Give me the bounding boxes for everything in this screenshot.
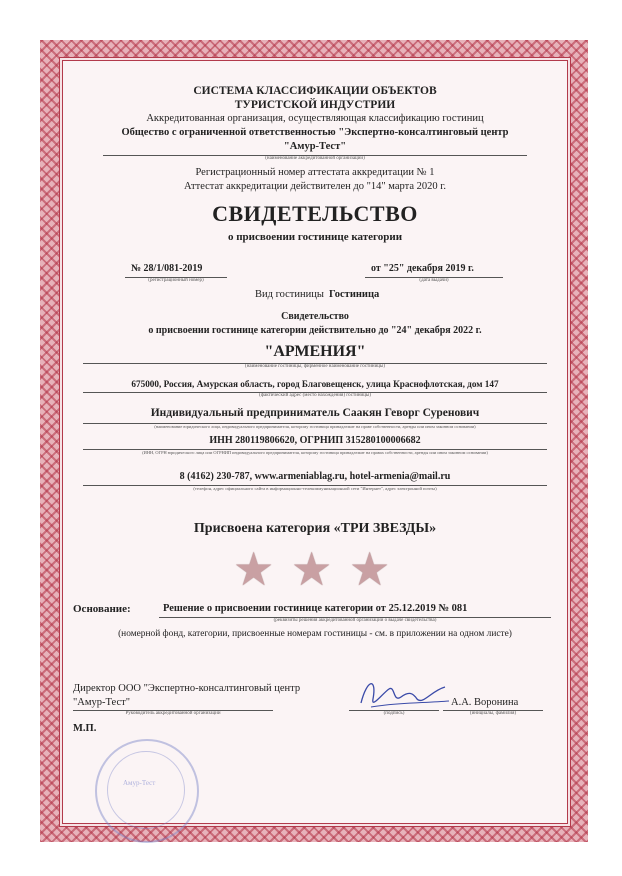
header-org-name: Общество с ограниченной ответственностью "Экспертно-консалтинговый центр (121, 127, 509, 138)
valid-line: Аттестат аккредитации действителен до "14" марта 2020 г. (183, 181, 447, 192)
basis-caption: (реквизиты решения аккредитованной организации о выдаче свидетельства) (273, 618, 437, 623)
header-line-2: ТУРИСТСКОЙ ИНДУСТРИИ (234, 99, 396, 111)
basis-note: (номерной фонд, категории, присвоенные номерам гостиницы - см. в приложении на одном листе) (118, 629, 512, 639)
issue-date: от "25" декабря 2019 г. (371, 263, 474, 274)
signer-name: А.А. Воронина (451, 697, 519, 708)
owner-contacts: 8 (4162) 230-787, www.armeniablag.ru, hotel-armenia@mail.ru (179, 471, 451, 482)
owner-name-caption: (наименование юридического лица, индивидуального предпринимателя, которому гостиница принадлежит на праве собственности, аренды или ином законном основании) (154, 424, 476, 429)
owner-ids: ИНН 280119806620, ОГРНИП 315280100006682 (209, 435, 421, 446)
header-caption: (наименование аккредитованной организации) (265, 156, 365, 161)
sign-caption: (подпись) (383, 711, 405, 716)
registration-number-caption: (регистрационный номер) (148, 278, 204, 283)
basis-value: Решение о присвоении гостинице категории от 25.12.2019 № 081 (163, 603, 468, 614)
stamp-text: Амур-Тест (123, 779, 156, 787)
hotel-type-value: Гостиница (329, 289, 380, 300)
hotel-name: "АРМЕНИЯ" (264, 343, 366, 360)
star-icon: ★ (233, 544, 275, 595)
director-title-2: "Амур-Тест" (73, 697, 130, 708)
registration-number: № 28/1/081-2019 (131, 263, 203, 274)
stamp-seal-inner (107, 751, 185, 829)
hotel-type-label: Вид гостиницы (255, 289, 324, 300)
validity-line-2: о присвоении гостинице категории действительно до "24" декабря 2022 г. (148, 325, 482, 336)
hotel-address-caption: (фактический адрес (место нахождения) гостиницы) (259, 393, 371, 398)
basis-label: Основание: (73, 603, 131, 615)
header-org-name-2: "Амур-Тест" (283, 141, 347, 152)
director-caption: Руководитель аккредитованной организации (125, 711, 221, 716)
star-icon: ★ (291, 544, 333, 595)
star-icon: ★ (349, 544, 391, 595)
hotel-name-caption: (наименование гостиницы, фирменное наименование гостиницы) (245, 364, 385, 369)
certificate-border (40, 40, 588, 842)
header-line-1: СИСТЕМА КЛАССИФИКАЦИИ ОБЪЕКТОВ (193, 85, 437, 97)
owner-contacts-caption: (телефон, адрес официального сайта в информационно-телекоммуникационной сети "Интернет", адрес электронной почты) (193, 486, 437, 491)
owner-name: Индивидуальный предприниматель Саакян Геворг Суренович (150, 407, 480, 419)
issue-date-caption: (дата выдачи) (419, 278, 449, 283)
certificate-title: СВИДЕТЕЛЬСТВО (212, 201, 418, 226)
certificate-subtitle: о присвоении гостинице категории (227, 231, 403, 243)
hotel-address: 675000, Россия, Амурская область, город Благовещенск, улица Краснофлотская, дом 147 (131, 379, 499, 389)
signer-caption: (инициалы, фамилия) (469, 711, 517, 716)
seal-label: М.П. (73, 723, 97, 734)
reg-line: Регистрационный номер аттестата аккредитации № 1 (195, 167, 435, 178)
validity-line-1: Свидетельство (281, 311, 349, 322)
certificate-body (62, 60, 568, 824)
director-title: Директор ООО "Экспертно-консалтинговый центр (73, 683, 301, 694)
owner-ids-caption: (ИНН, ОГРН юридического лица или ОГРНИП индивидуального предпринимателя, которому гостиница принадлежит на правах собственности, аренды или ином законном основании) (142, 450, 488, 455)
header-line-3: Аккредитованная организация, осуществляющая классификацию гостиниц (146, 113, 484, 124)
category-text: Присвоена категория «ТРИ ЗВЕЗДЫ» (193, 521, 437, 536)
